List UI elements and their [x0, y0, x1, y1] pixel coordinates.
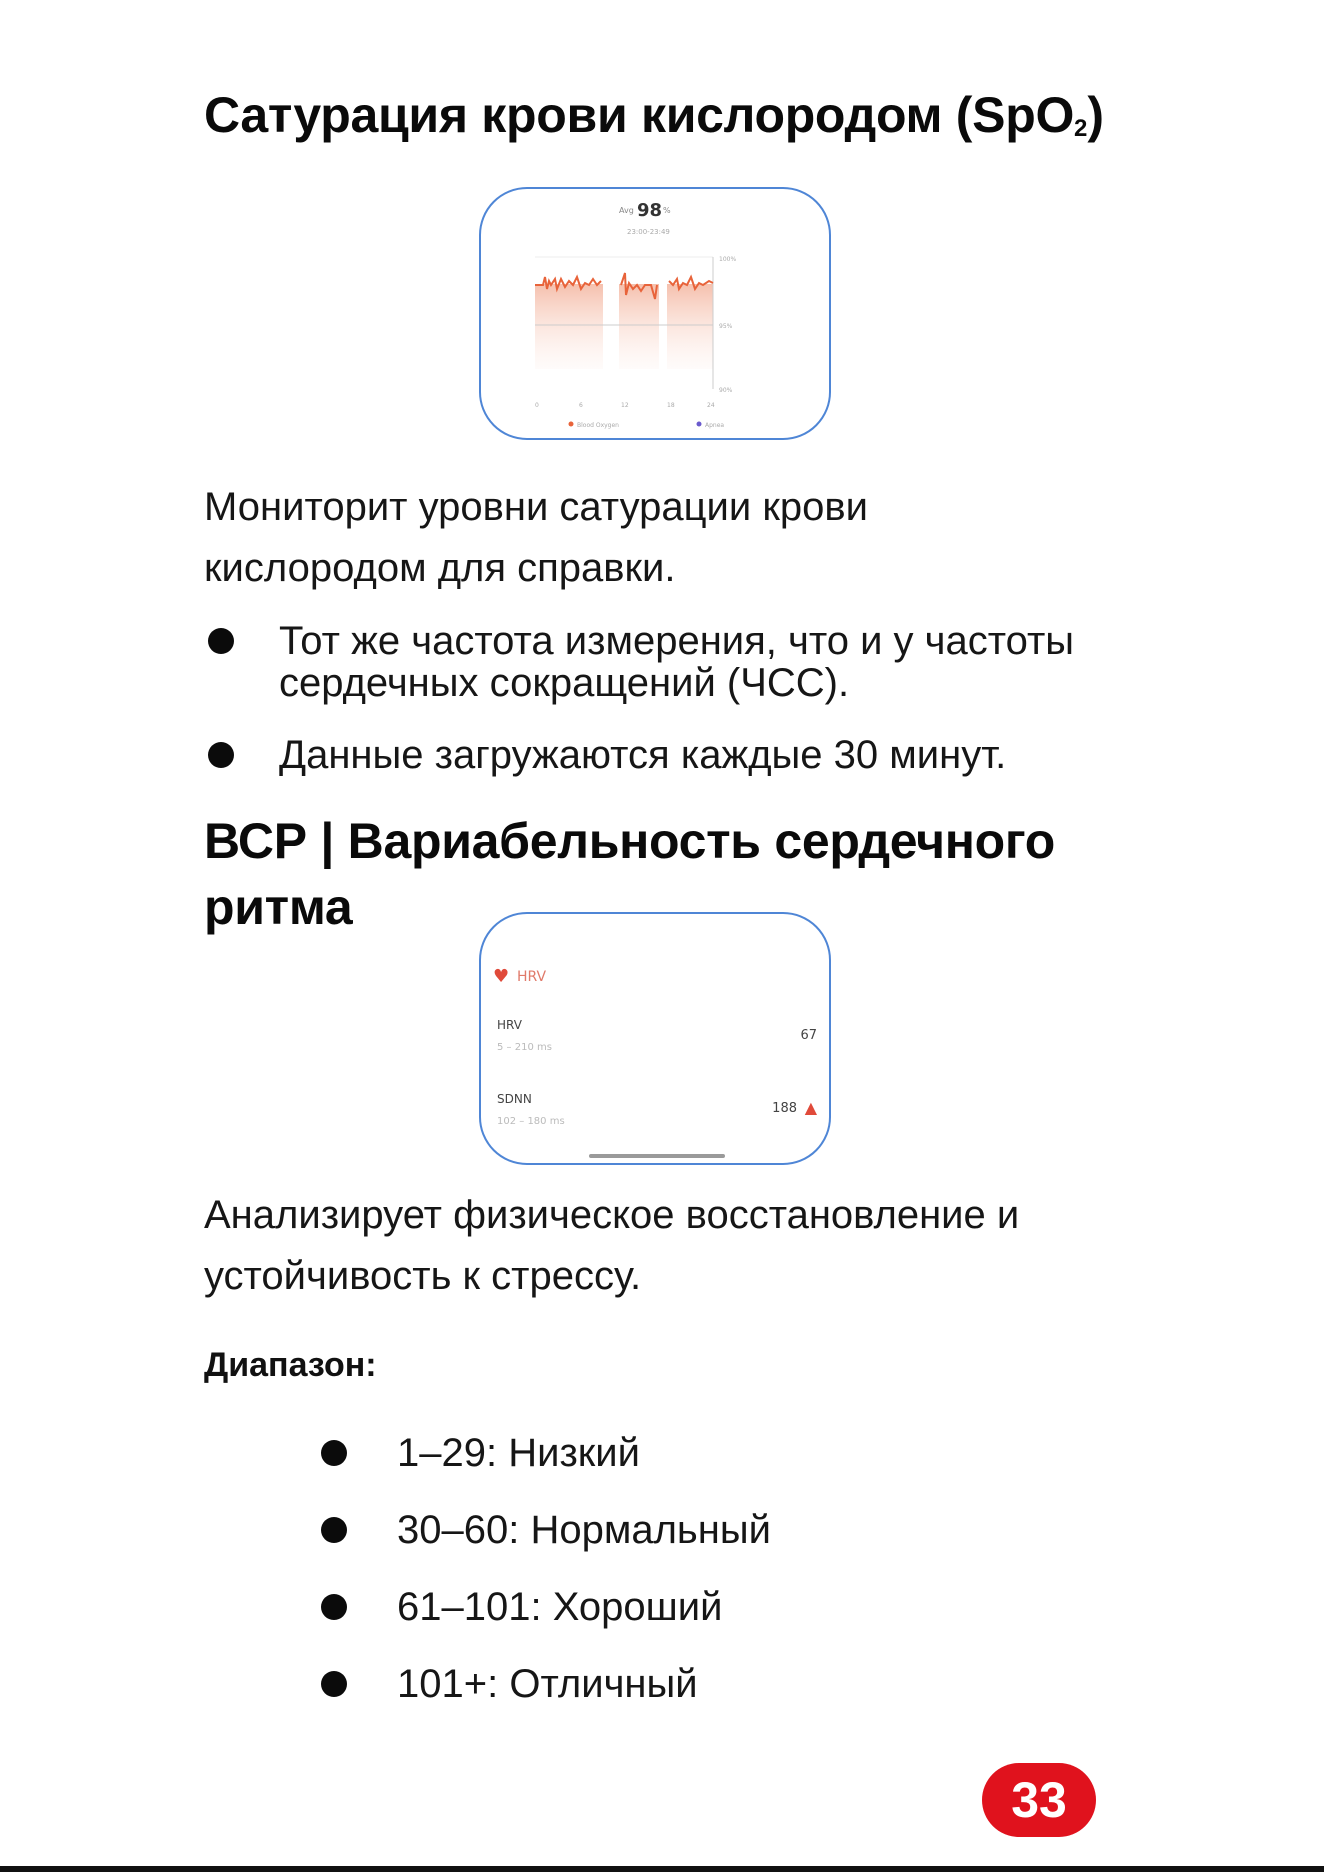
heart-icon: ♥ — [493, 966, 510, 987]
hrv-screenshot — [479, 912, 831, 1165]
legend-label: Apnea — [705, 422, 725, 429]
bullet-dot — [208, 628, 234, 654]
page-number-badge: 33 — [982, 1763, 1096, 1837]
list-item: Данные загружаются каждые 30 минут. — [279, 733, 1007, 777]
y-tick: 100% — [719, 256, 737, 263]
bullet-dot — [208, 742, 234, 768]
x-tick: 6 — [579, 402, 583, 409]
x-tick: 0 — [535, 402, 539, 409]
range-heading: Диапазон: — [204, 1346, 377, 1384]
bullet-dot — [321, 1440, 347, 1466]
avg-unit: % — [663, 206, 671, 215]
title-close-paren: ) — [1087, 87, 1104, 143]
list-item: Тот же частота измерения, что и у частоты сердечных сокращений (ЧСС). — [279, 619, 1075, 705]
bullet-dot — [321, 1671, 347, 1697]
legend-label: Blood Oxygen — [577, 422, 619, 429]
section-title-hrv: ВСР | Вариабельность сердечного ритма — [204, 813, 1056, 935]
legend-dot-blood-oxygen — [569, 422, 574, 427]
home-indicator-bar — [589, 1154, 725, 1158]
spo2-description: Мониторит уровни сатурации крови кислородом для справки. — [204, 485, 868, 590]
legend-dot-apnea — [697, 422, 702, 427]
list-item: 1–29: Низкий — [397, 1431, 640, 1475]
gap-1 — [603, 281, 619, 377]
metric-value: 67 — [800, 1028, 817, 1043]
avg-label: Avg — [619, 206, 634, 215]
hrv-description: Анализирует физическое восстановление и устойчивость к стрессу. — [204, 1193, 1020, 1298]
title-subscript: 2 — [1074, 115, 1088, 142]
time-range: 23:00-23:49 — [627, 228, 670, 236]
list-item: 61–101: Хороший — [397, 1585, 723, 1629]
x-tick: 12 — [621, 402, 629, 409]
warning-triangle-icon: ▲ — [804, 1098, 817, 1117]
spo2-chart — [481, 189, 831, 440]
metric-value: 188 — [772, 1101, 797, 1116]
bullet-dot — [321, 1517, 347, 1543]
list-item: 101+: Отличный — [397, 1662, 698, 1706]
gap-2 — [659, 281, 667, 377]
x-tick: 24 — [707, 402, 715, 409]
card-header-label: HRV — [517, 969, 547, 985]
bullet-dot — [321, 1594, 347, 1620]
section-title-spo2 — [204, 82, 1104, 162]
title-text: Сатурация крови кислородом (SpO — [204, 87, 1075, 143]
avg-value: 98 — [637, 200, 663, 221]
metric-name: SDNN — [497, 1092, 532, 1106]
y-tick: 95% — [719, 323, 733, 330]
area-fill — [535, 284, 713, 369]
y-tick: 90% — [719, 387, 733, 394]
metric-name: HRV — [497, 1018, 522, 1032]
list-item: 30–60: Нормальный — [397, 1508, 771, 1552]
x-tick: 18 — [667, 402, 675, 409]
spo2-screenshot — [479, 187, 831, 440]
bottom-rule — [0, 1866, 1324, 1872]
metric-range: 102 – 180 ms — [497, 1116, 565, 1127]
metric-range: 5 – 210 ms — [497, 1042, 552, 1053]
